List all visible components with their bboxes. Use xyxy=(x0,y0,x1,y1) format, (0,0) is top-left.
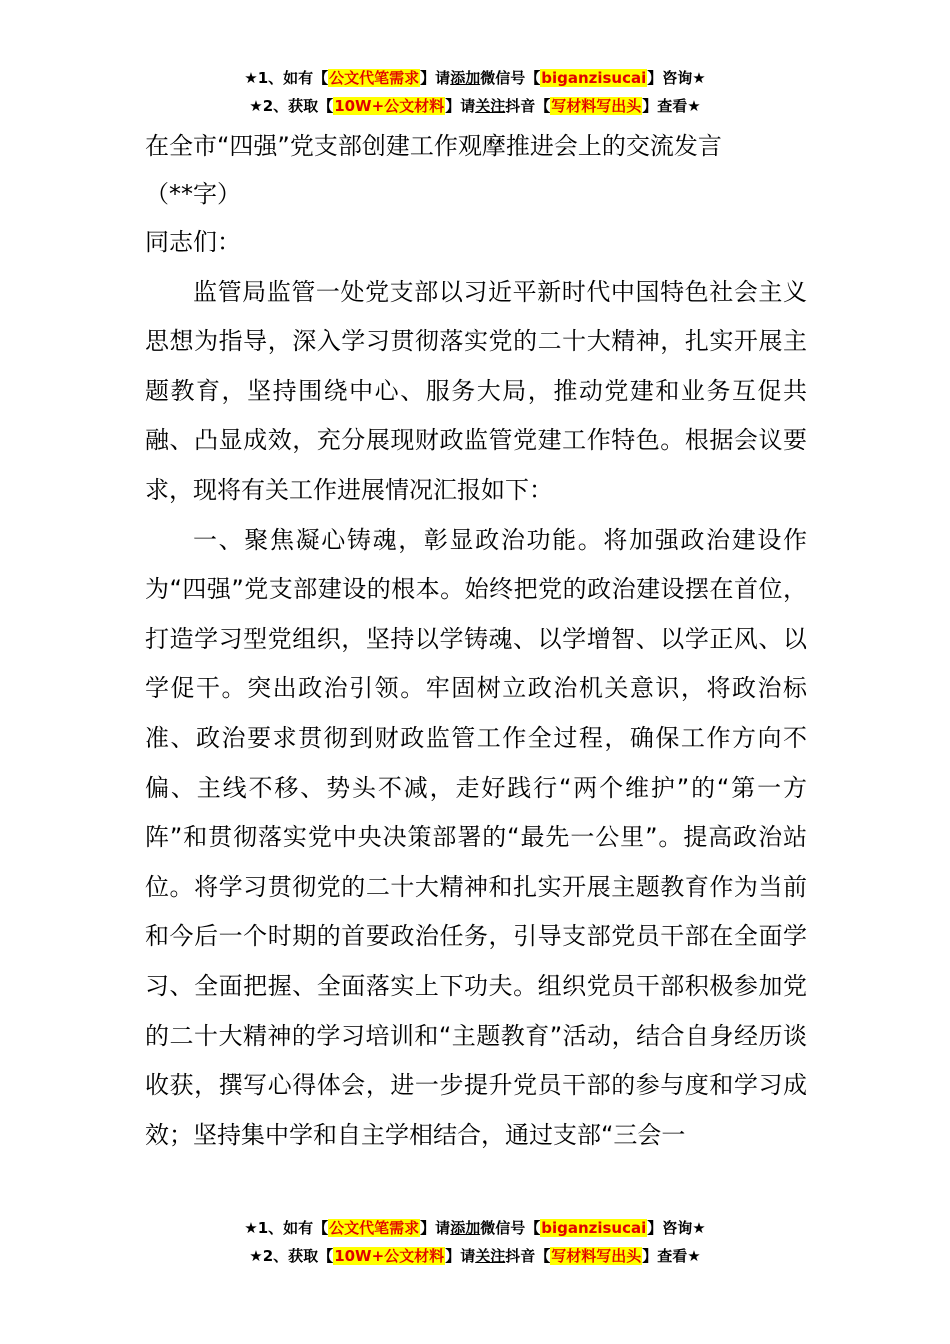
promo-highlight: 10W+公文材料 xyxy=(334,97,445,115)
promo-text: 微信号【 xyxy=(480,1219,541,1237)
promo-text: 】查看★ xyxy=(642,97,701,115)
promo-text: 】请 xyxy=(420,69,451,87)
promo-underlined: 添加 xyxy=(450,1219,481,1237)
document-subtitle: （**字） xyxy=(145,180,241,208)
promo-text: ★2、获取【 xyxy=(249,97,334,115)
promo-highlight: 公文代笔需求 xyxy=(329,69,420,87)
promo-text: 】咨询★ xyxy=(647,1219,706,1237)
paragraph-2: 一、聚焦凝心铸魂，彰显政治功能。将加强政治建设作为“四强”党支部建设的根本。始终把党的政治建设摆在首位，打造学习型党组织，坚持以学铸魂、以学增智、以学正风、以学促干。突出政治引领。牢固树立政治机关意识，将政治标准、政治要求贯彻到财政监管工作全过程，确保工作方向不偏、主线不移、势头不减，走好践行“两个维护”的“第一方阵”和贯彻落实党中央决策部署的“最先一公里”。提高政治站位。将学习贯彻党的二十大精神和扎实开展主题教育作为当前和今后一个时期的首要政治任务，引导支部党员干部在全面学习、全面把握、全面落实上下功夫。组织党员干部积极参加党的二十大精神的学习培训和“主题教育”活动，结合自身经历谈收获，撰写心得体会，进一步提升党员干部的参与度和学习成效；坚持集中学和自主学相结合，通过支部“三会一 xyxy=(145,525,807,1149)
salutation: 同志们： xyxy=(145,228,241,256)
promo-text: 】请 xyxy=(445,1247,476,1265)
promo-text: ★1、如有【 xyxy=(244,1219,329,1237)
promo-line-1 xyxy=(0,64,950,92)
promo-banner-top xyxy=(0,64,950,120)
promo-text: ★2、获取【 xyxy=(249,1247,334,1265)
promo-line-1 xyxy=(0,1214,950,1242)
promo-highlight: 写材料写出头 xyxy=(551,97,642,115)
promo-text: ★1、如有【 xyxy=(244,69,329,87)
document-title: 在全市“四强”党支部创建工作观摩推进会上的交流发言 xyxy=(145,132,722,160)
promo-text: 】请 xyxy=(420,1219,451,1237)
promo-highlight: 公文代笔需求 xyxy=(329,1219,420,1237)
promo-text: 微信号【 xyxy=(480,69,541,87)
document-body xyxy=(145,122,807,1160)
promo-text: 】查看★ xyxy=(642,1247,701,1265)
promo-underlined: 关注 xyxy=(475,97,506,115)
promo-highlight: 写材料写出头 xyxy=(551,1247,642,1265)
promo-text: 】请 xyxy=(445,97,476,115)
promo-line-2 xyxy=(0,1242,950,1270)
promo-banner-bottom xyxy=(0,1214,950,1270)
promo-text: 抖音【 xyxy=(505,1247,551,1265)
promo-text: 抖音【 xyxy=(505,97,551,115)
promo-text: 】咨询★ xyxy=(647,69,706,87)
promo-highlight: biganzisucai xyxy=(541,1219,647,1237)
paragraph-1: 监管局监管一处党支部以习近平新时代中国特色社会主义思想为指导，深入学习贯彻落实党的二十大精神，扎实开展主题教育，坚持围绕中心、服务大局，推动党建和业务互促共融、凸显成效，充分展现财政监管党建工作特色。根据会议要求，现将有关工作进展情况汇报如下： xyxy=(145,277,807,504)
promo-underlined: 关注 xyxy=(475,1247,506,1265)
promo-highlight: biganzisucai xyxy=(541,69,647,87)
promo-highlight: 10W+公文材料 xyxy=(334,1247,445,1265)
promo-underlined: 添加 xyxy=(450,69,481,87)
promo-line-2 xyxy=(0,92,950,120)
